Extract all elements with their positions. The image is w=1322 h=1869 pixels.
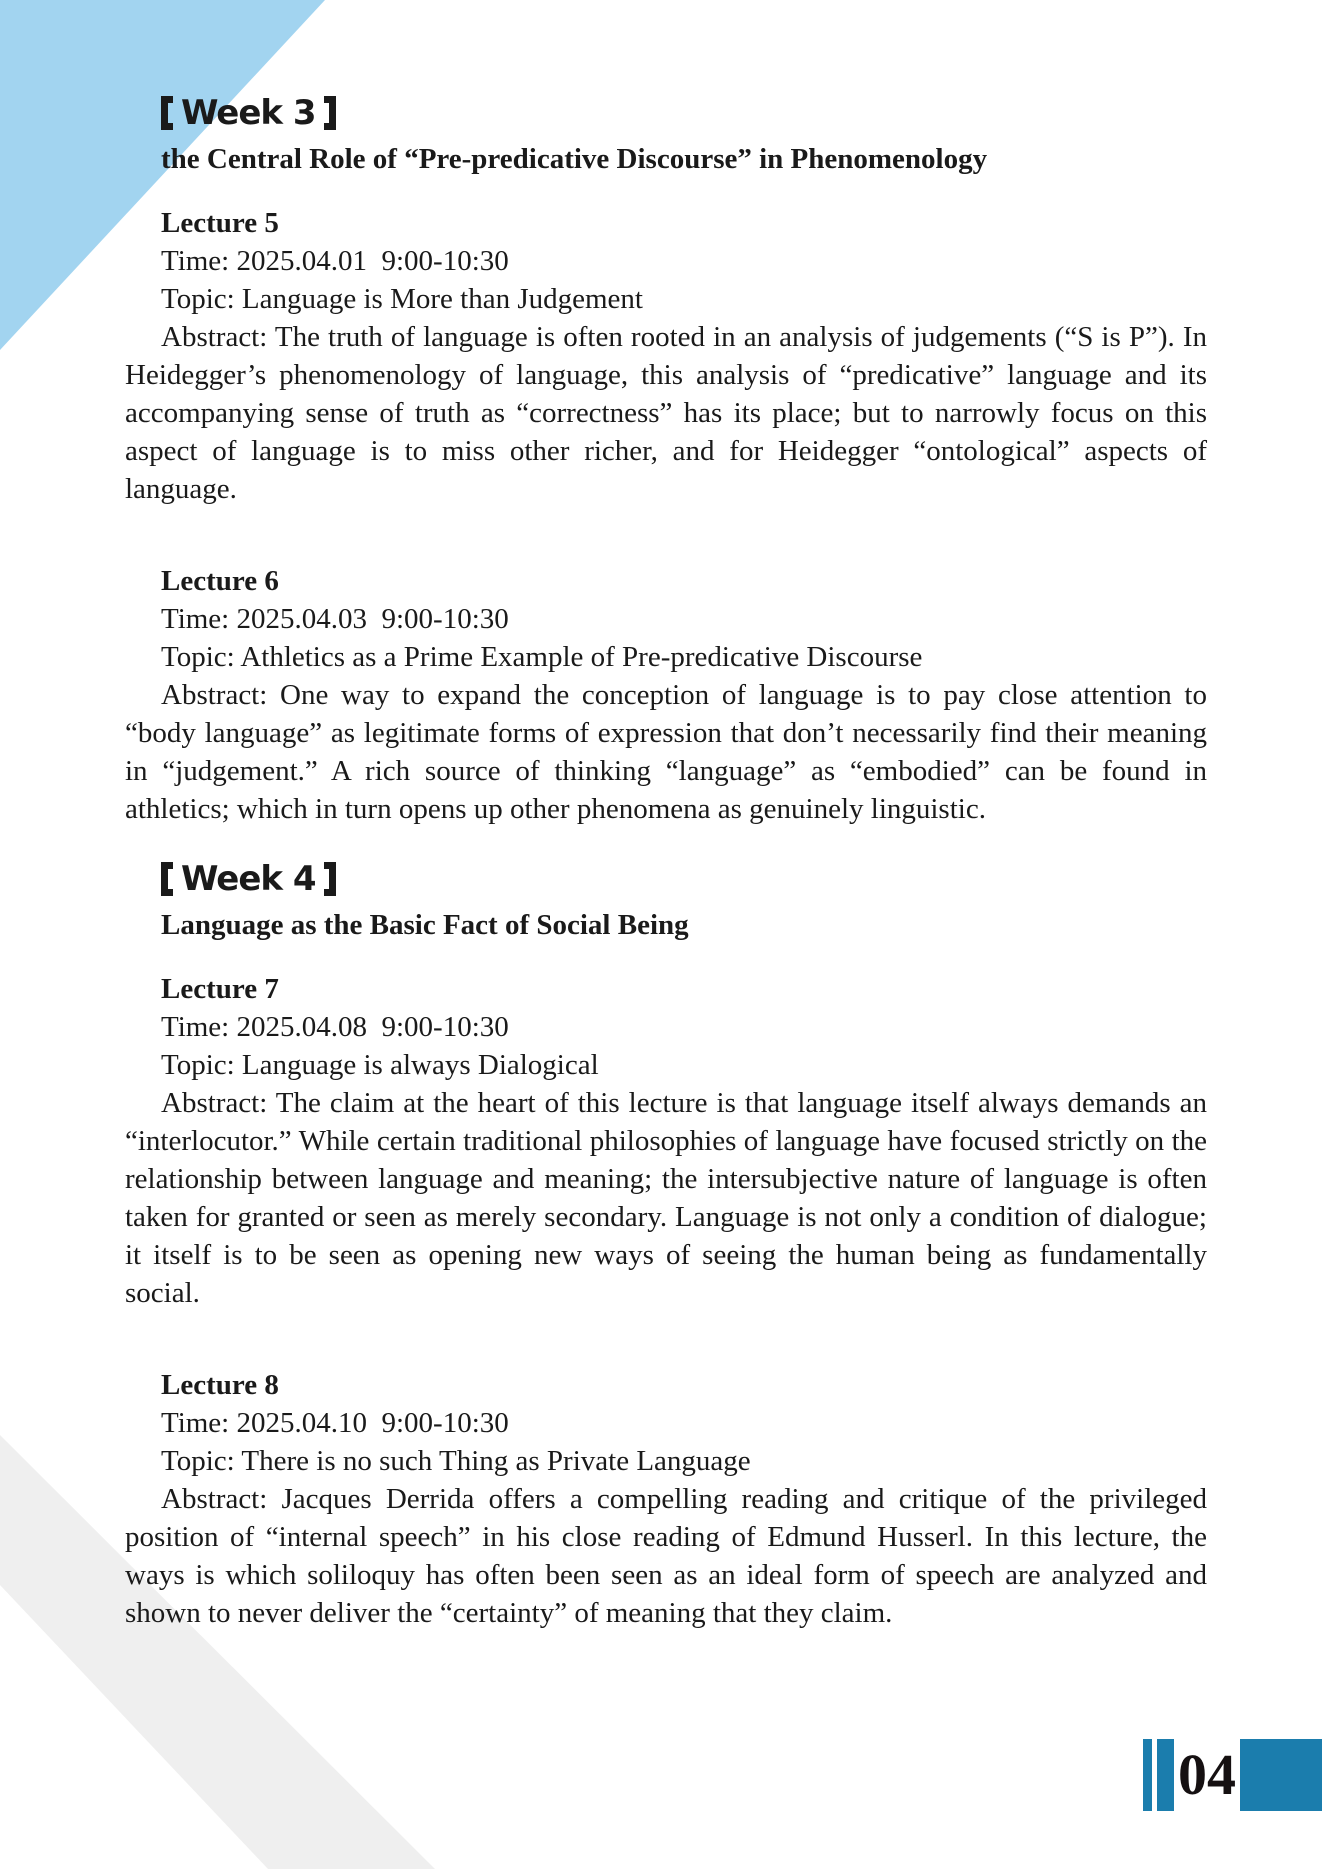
lecture-7-block: [125, 970, 1207, 1312]
lecture-7-title: Lecture 7: [161, 973, 279, 1005]
lecture-5-block: [125, 204, 1207, 508]
left-lenticular-bracket-icon: [161, 96, 173, 130]
lecture-5-time: Time: 2025.04.01 9:00-10:30: [161, 245, 509, 277]
week-3-subtitle: the Central Role of “Pre-predicative Discourse” in Phenomenology: [161, 143, 988, 175]
lecture-5-title: Lecture 5: [161, 207, 279, 239]
lecture-8-topic: Topic: There is no such Thing as Private Language: [161, 1445, 751, 1477]
lecture-7-abstract: Abstract: The claim at the heart of this lecture is that language itself always demands an “interlocutor.” While certain traditional philosophies of language have focused strictly on the relationship between language and meaning; the intersubjective nature of language is often taken for granted or seen as merely secondary. Language is not only a condition of dialogue; it itself is to be seen as opening new ways of seeing the human being as fundamentally social.: [125, 1087, 1207, 1309]
page-number-thick-bar: [1157, 1739, 1174, 1811]
week-3-heading: [125, 90, 1207, 136]
lecture-8-block: [125, 1366, 1207, 1632]
lecture-8-time: Time: 2025.04.10 9:00-10:30: [161, 1407, 509, 1439]
lecture-6-time: Time: 2025.04.03 9:00-10:30: [161, 603, 509, 635]
week-4-section: [125, 856, 1207, 1632]
lecture-6-title: Lecture 6: [161, 565, 279, 597]
week-3-heading-label: Week 3: [181, 93, 316, 133]
page-number-block: [1240, 1739, 1322, 1811]
week-4-subtitle: Language as the Basic Fact of Social Being: [161, 909, 689, 941]
page-number: 04: [1178, 1742, 1236, 1807]
left-lenticular-bracket-icon: [161, 862, 173, 896]
week-4-heading-label: Week 4: [181, 859, 316, 899]
right-lenticular-bracket-icon: [324, 96, 336, 130]
lecture-7-time: Time: 2025.04.08 9:00-10:30: [161, 1011, 509, 1043]
lecture-5-abstract: Abstract: The truth of language is often rooted in an analysis of judgements (“S is P”). In Heidegger’s phenomenology of language, this analysis of “predicative” language and its accompanying sense of truth as “correctness” has its place; but to narrowly focus on this aspect of language is to miss other richer, and for Heidegger “ontological” aspects of language.: [125, 321, 1207, 505]
lecture-8-abstract: Abstract: Jacques Derrida offers a compelling reading and critique of the privileged position of “internal speech” in his close reading of Edmund Husserl. In this lecture, the ways is which soliloquy has often been seen as an ideal form of speech are analyzed and shown to never deliver the “certainty” of meaning that they claim.: [125, 1483, 1207, 1629]
week-3-section: [125, 90, 1207, 828]
lecture-8-title: Lecture 8: [161, 1369, 279, 1401]
week-4-heading: [125, 856, 1207, 902]
right-lenticular-bracket-icon: [324, 862, 336, 896]
document-content: [125, 0, 1207, 1632]
page-footer: [1143, 1739, 1322, 1811]
lecture-6-abstract: Abstract: One way to expand the conception of language is to pay close attention to “body language” as legitimate forms of expression that don’t necessarily find their meaning in “judgement.” A rich source of thinking “language” as “embodied” can be found in athletics; which in turn opens up other phenomena as genuinely linguistic.: [125, 679, 1207, 825]
lecture-7-topic: Topic: Language is always Dialogical: [161, 1049, 599, 1081]
lecture-6-block: [125, 562, 1207, 828]
lecture-6-topic: Topic: Athletics as a Prime Example of Pre-predicative Discourse: [161, 641, 923, 673]
lecture-5-topic: Topic: Language is More than Judgement: [161, 283, 643, 315]
page-number-thin-bar: [1143, 1739, 1152, 1811]
